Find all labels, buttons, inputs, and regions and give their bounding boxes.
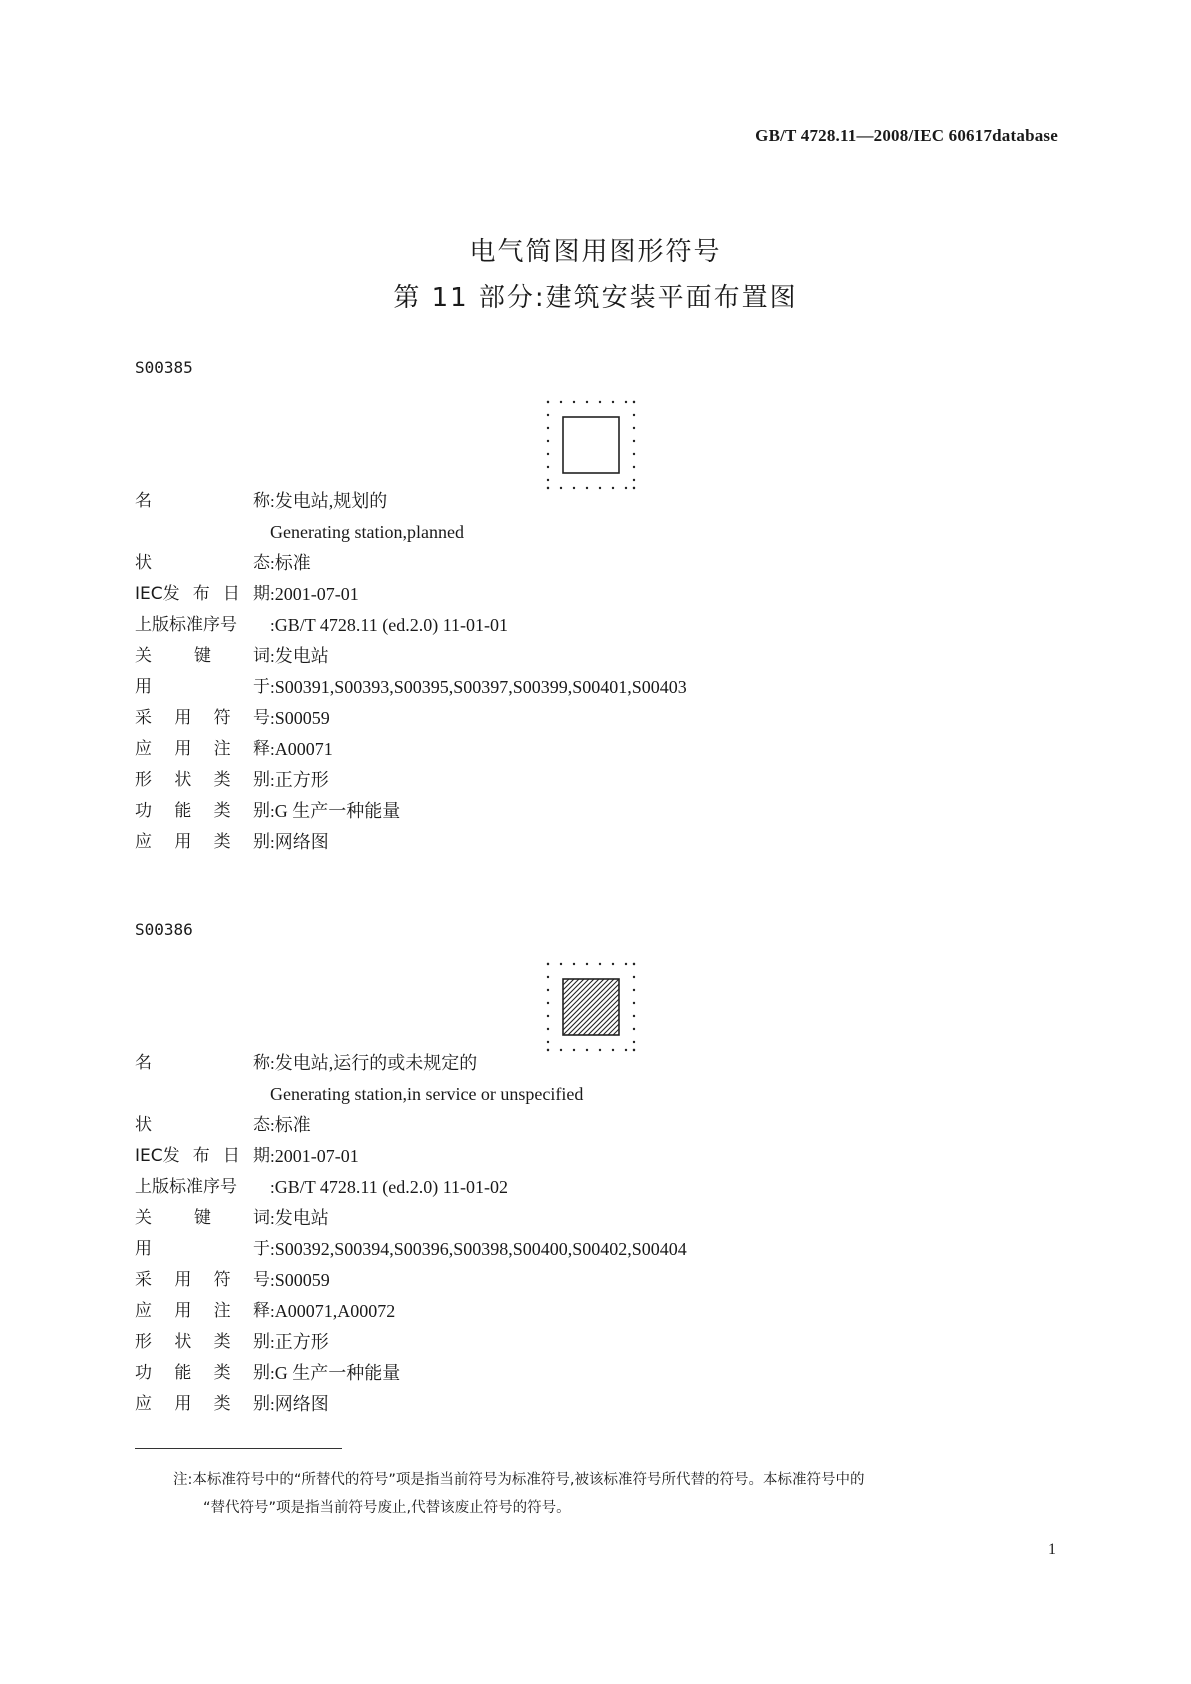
frame-dot xyxy=(633,479,635,481)
frame-dot xyxy=(612,401,614,403)
field-app-class: 应 用 类 别 : 网络图 xyxy=(135,832,329,852)
symbol-id: S00386 xyxy=(135,920,193,939)
field-shape: 形 状 类 别 : 正方形 xyxy=(135,1332,329,1352)
field-name-en: Generating station,in service or unspecified xyxy=(270,1084,584,1104)
hatch-line xyxy=(608,979,636,1035)
field-function: 功 能 类 别 : G 生产一种能量 xyxy=(135,1363,401,1383)
entry-fields xyxy=(135,1048,1035,1420)
footnote-line: “替代符号”项是指当前符号废止,代替该废止符号的符号。 xyxy=(203,1500,571,1516)
frame-dot xyxy=(547,963,549,965)
frame-dot xyxy=(625,401,627,403)
frame-dot xyxy=(633,427,635,429)
document-title: 电气简图用图形符号 xyxy=(469,237,722,267)
frame-dot xyxy=(633,1015,635,1017)
footnote xyxy=(173,1466,1063,1522)
field-name: 名 称 : 发电站,规划的 xyxy=(135,486,1035,517)
frame-dot xyxy=(633,440,635,442)
dotted-frame xyxy=(547,401,635,489)
field-keyword: 关 键 词 : 发电站 xyxy=(135,646,329,666)
frame-dot xyxy=(547,427,549,429)
frame-dot xyxy=(586,401,588,403)
field-used-in: 用 于 : S00392,S00394,S00396,S00398,S00400,S00402,S00404 xyxy=(135,1239,687,1259)
frame-dot xyxy=(612,963,614,965)
field-label: 名 称 xyxy=(135,491,270,511)
frame-dot xyxy=(547,976,549,978)
frame-dot xyxy=(573,401,575,403)
frame-dot xyxy=(633,989,635,991)
field-iec-date: IEC发 布 日 期 : 2001-07-01 xyxy=(135,584,359,604)
planned-station-symbol-icon xyxy=(546,400,636,490)
field-adopted: 采 用 符 号 : S00059 xyxy=(135,1270,330,1290)
frame-dot xyxy=(547,401,549,403)
frame-dot xyxy=(573,963,575,965)
frame-dot xyxy=(547,1002,549,1004)
frame-dot xyxy=(560,963,562,965)
entry-fields xyxy=(135,486,1035,858)
frame-dot xyxy=(547,414,549,416)
frame-dot xyxy=(547,466,549,468)
hatch-line xyxy=(623,979,636,1035)
frame-dot xyxy=(633,1002,635,1004)
hatch-line xyxy=(546,979,559,1035)
document-subtitle: 第 11 部分:建筑安装平面布置图 xyxy=(393,283,798,313)
frame-dot xyxy=(633,1028,635,1030)
hatch-line xyxy=(618,979,636,1035)
field-shape: 形 状 类 别 : 正方形 xyxy=(135,770,329,790)
field-notes: 应 用 注 释 : A00071,A00072 xyxy=(135,1301,396,1321)
field-name: 名 称 : 发电站,运行的或未规定的 xyxy=(135,1053,478,1073)
page-number: 1 xyxy=(1048,1541,1056,1558)
footnote-line: 注:本标准符号中的“所替代的符号”项是指当前符号为标准符号,被该标准符号所代替的符号。本标准符号中的 xyxy=(173,1472,865,1488)
frame-dot xyxy=(547,1041,549,1043)
frame-dot xyxy=(560,401,562,403)
frame-dot xyxy=(547,479,549,481)
field-status: 状 态 : 标准 xyxy=(135,1115,311,1135)
frame-dot xyxy=(633,1041,635,1043)
field-previous: 上版标准序号 : GB/T 4728.11 (ed.2.0) 11-01-02 xyxy=(135,1177,509,1197)
frame-dot xyxy=(633,976,635,978)
frame-dot xyxy=(633,466,635,468)
hatch-lines xyxy=(546,979,636,1035)
in-service-station-symbol-icon xyxy=(546,962,636,1052)
hatch-line xyxy=(546,979,589,1035)
frame-dot xyxy=(625,963,627,965)
field-name-en: Generating station,planned xyxy=(270,522,464,542)
frame-dot xyxy=(586,963,588,965)
field-previous: 上版标准序号 : GB/T 4728.11 (ed.2.0) 11-01-01 xyxy=(135,615,509,635)
frame-dot xyxy=(633,414,635,416)
field-app-class: 应 用 类 别 : 网络图 xyxy=(135,1394,329,1414)
frame-dot xyxy=(547,440,549,442)
hatch-line xyxy=(546,979,574,1035)
field-status: 状 态 : 标准 xyxy=(135,553,311,573)
frame-dot xyxy=(599,963,601,965)
hatch-line xyxy=(593,979,636,1035)
field-iec-date: IEC发 布 日 期 : 2001-07-01 xyxy=(135,1146,359,1166)
footnote-rule xyxy=(135,1448,342,1449)
frame-dot xyxy=(547,1028,549,1030)
field-notes: 应 用 注 释 : A00071 xyxy=(135,739,333,759)
field-function: 功 能 类 别 : G 生产一种能量 xyxy=(135,801,401,821)
frame-dot xyxy=(633,963,635,965)
frame-dot xyxy=(547,989,549,991)
field-used-in: 用 于 : S00391,S00393,S00395,S00397,S00399,S00401,S00403 xyxy=(135,677,687,697)
document-code: GB/T 4728.11—2008/IEC 60617database xyxy=(755,126,1058,145)
field-keyword: 关 键 词 : 发电站 xyxy=(135,1208,329,1228)
symbol-id: S00385 xyxy=(135,358,193,377)
frame-dot xyxy=(633,401,635,403)
field-adopted: 采 用 符 号 : S00059 xyxy=(135,708,330,728)
hatch-line xyxy=(546,979,564,1035)
frame-dot xyxy=(547,453,549,455)
frame-dot xyxy=(547,1015,549,1017)
frame-dot xyxy=(599,401,601,403)
frame-dot xyxy=(633,453,635,455)
